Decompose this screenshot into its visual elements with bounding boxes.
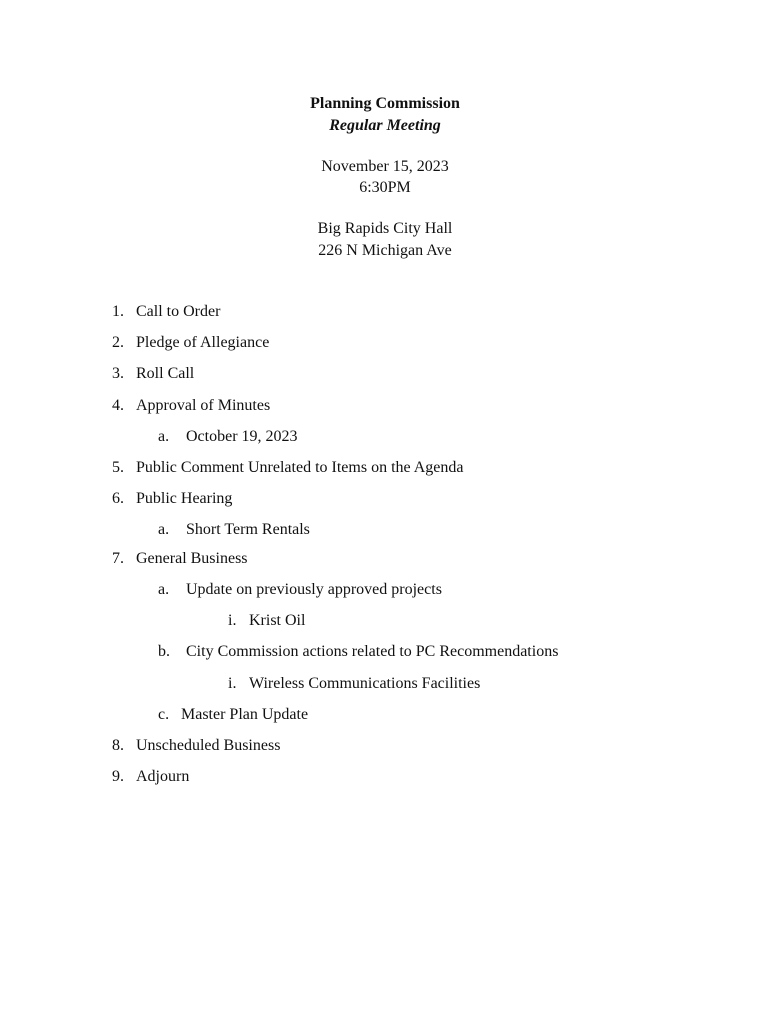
agenda-item-text: Approval of Minutes <box>136 397 271 414</box>
agenda-item-number: 9. <box>112 768 124 785</box>
meeting-address: 226 N Michigan Ave <box>318 242 452 259</box>
agenda-item-text: Update on previously approved projects <box>186 581 442 598</box>
meeting-time: 6:30PM <box>359 179 411 196</box>
agenda-item-text: Roll Call <box>136 365 195 382</box>
agenda-item-text: Public Comment Unrelated to Items on the Agenda <box>136 459 464 476</box>
agenda-item-number: c. <box>158 706 170 723</box>
agenda-item-number: a. <box>158 428 170 445</box>
meeting-date: November 15, 2023 <box>321 158 449 175</box>
meeting-venue: Big Rapids City Hall <box>317 220 453 237</box>
agenda-item-text: Short Term Rentals <box>186 521 310 538</box>
agenda-item-number: a. <box>158 581 170 598</box>
agenda-item-text: Public Hearing <box>136 490 233 507</box>
agenda-item-number: 5. <box>112 459 124 476</box>
agenda-item-text: Master Plan Update <box>181 706 309 723</box>
agenda-item-number: i. <box>228 612 237 629</box>
agenda-item-number: i. <box>228 675 237 692</box>
document-subtitle: Regular Meeting <box>329 117 441 134</box>
agenda-item-text: October 19, 2023 <box>186 428 298 445</box>
agenda-item-text: Adjourn <box>136 768 190 785</box>
agenda-item-number: 4. <box>112 397 124 414</box>
agenda-item-text: Pledge of Allegiance <box>136 334 270 351</box>
agenda-item-number: b. <box>158 643 170 660</box>
agenda-item-text: Krist Oil <box>249 612 306 629</box>
agenda-item-number: a. <box>158 521 170 538</box>
agenda-item-number: 8. <box>112 737 124 754</box>
agenda-item-text: General Business <box>136 550 248 567</box>
agenda-item-text: Unscheduled Business <box>136 737 281 754</box>
agenda-item-number: 3. <box>112 365 124 382</box>
agenda-item-number: 2. <box>112 334 124 351</box>
agenda-item-text: Call to Order <box>136 303 221 320</box>
agenda-item-number: 6. <box>112 490 124 507</box>
agenda-item-text: City Commission actions related to PC Recommendations <box>186 643 559 660</box>
agenda-item-number: 7. <box>112 550 124 567</box>
agenda-item-text: Wireless Communications Facilities <box>249 675 481 692</box>
document-title: Planning Commission <box>310 95 460 112</box>
agenda-item-number: 1. <box>112 303 124 320</box>
